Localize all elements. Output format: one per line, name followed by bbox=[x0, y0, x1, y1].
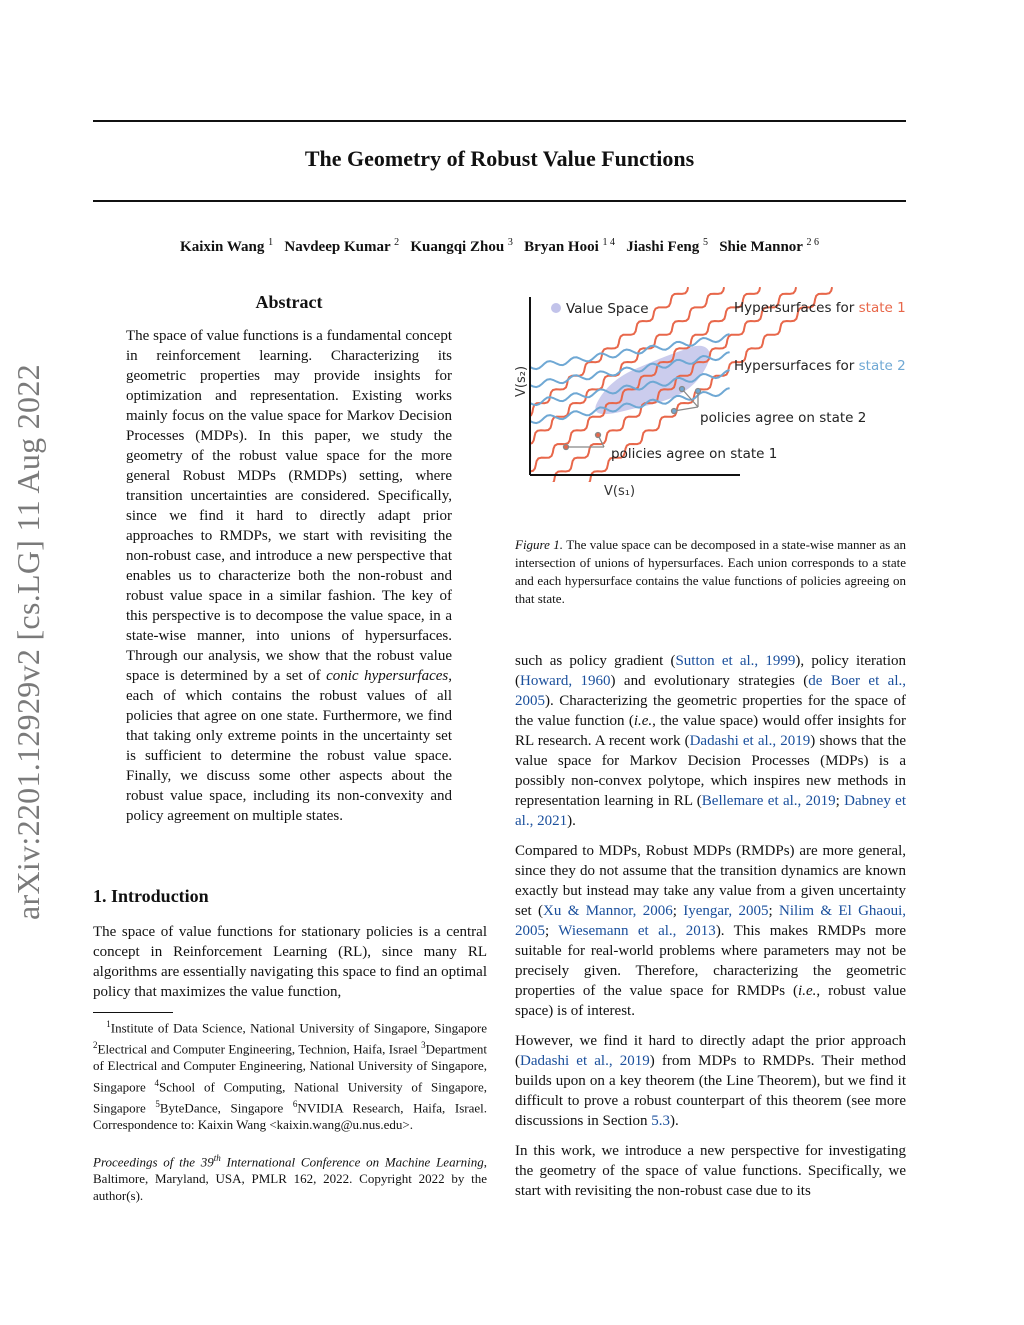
citation-link[interactable]: Bellemare et al., 2019 bbox=[701, 793, 836, 809]
emphasis: i.e. bbox=[633, 713, 653, 729]
proceedings-ordinal: th bbox=[213, 1153, 221, 1163]
citation-link[interactable]: Howard, 1960 bbox=[520, 673, 611, 689]
author-name: Jiashi Feng bbox=[626, 239, 700, 255]
agree-state2-label: policies agree on state 2 bbox=[700, 410, 867, 426]
text: , the value space) would offer insights for RL research. A recent work ( bbox=[515, 713, 907, 749]
footnote-rule bbox=[93, 1012, 173, 1013]
citation-link[interactable]: Sutton et al., 1999 bbox=[675, 653, 796, 669]
text: ; bbox=[672, 903, 684, 919]
value-space-legend-marker bbox=[551, 303, 561, 313]
text: ). This makes RMDPs more suitable for real-world problems where parameters may not be precisely given. Therefore, characterizing the geometric properties of the value space for RMDPs ( bbox=[515, 923, 906, 999]
footnote-mark: 1 bbox=[106, 1019, 111, 1029]
citation-link[interactable]: Wiesemann et al., 2013 bbox=[558, 923, 716, 939]
author-name: Kuangqi Zhou bbox=[410, 239, 505, 255]
title-top-rule bbox=[93, 120, 906, 122]
author-name: Kaixin Wang bbox=[180, 239, 265, 255]
text: , robust value space) is of interest. bbox=[515, 983, 906, 1019]
footnote-text: Department of Electrical and Computer Engineering, National University of Singapore, Singapore bbox=[93, 1041, 487, 1095]
paragraph bbox=[515, 841, 906, 1021]
proceedings-note bbox=[93, 1150, 487, 1205]
citation-link[interactable]: Dadashi et al., 2019 bbox=[689, 733, 811, 749]
author-affiliation: 1 bbox=[268, 237, 274, 248]
text: ), policy iteration ( bbox=[515, 653, 906, 689]
paragraph bbox=[515, 651, 906, 831]
state2-label bbox=[734, 358, 906, 374]
x-axis-label: V(s₁) bbox=[604, 484, 636, 499]
footnote-text: ByteDance, Singapore bbox=[159, 1100, 293, 1116]
abstract-text: , each of which contains the robust values of all policies that agree on one state. Furthermore, we find that taking only extreme points in the uncertainty set is sufficient to determine the robust value space. Finally, we discuss some other aspects about the robust value space, including its non-convexity and policy agreement on multiple states. bbox=[126, 668, 452, 824]
text: ). bbox=[670, 1113, 679, 1129]
text: ) from MDPs to RMDPs. Their method builds upon on a key theorem (the Line Theorem), but we find it difficult to prove a robust counterpart of this theorem (see more discussions in Section bbox=[515, 1053, 906, 1129]
abstract-text: The space of value functions is a fundamental concept in reinforcement learning. Characterizing its geometric properties may provide insights for optimization and representation. Existing works mainly focus on the value space for Markov Decision Processes (MDPs). In this paper, we study the geometry of the robust value space for the more general Robust MDPs (RMDPs) setting, where transition uncertainties are considered. Specifically, since we find it hard to directly adapt prior approaches to RMDPs, we start with revisiting the non-robust case, and introduce a new perspective that enables us to characterize both the non-robust and robust value space in a similar fashion. The key of this perspective is to decompose the value space, in a state-wise manner, into unions of hypersurfaces. Through our analysis, we show that the robust value space is determined by a set of bbox=[126, 328, 452, 684]
text: ; bbox=[835, 793, 845, 809]
state1-label bbox=[734, 300, 906, 316]
section-link[interactable]: 5.3 bbox=[651, 1113, 671, 1129]
citation-link[interactable]: Iyengar, 2005 bbox=[683, 903, 769, 919]
text: ; bbox=[545, 923, 559, 939]
author-name: Shie Mannor bbox=[719, 239, 803, 255]
text: ) shows that the value space for Markov Decision Processes (MDPs) is a possibly non-convex polytope, which inspires new methods in representation learning in RL ( bbox=[515, 733, 906, 809]
caption-label: Figure 1. bbox=[515, 537, 564, 552]
author-affiliation: 2 6 bbox=[806, 237, 819, 248]
citation-link[interactable]: Dabney et al., 2021 bbox=[515, 793, 906, 829]
abstract-emphasis: conic hypersurfaces bbox=[326, 668, 449, 684]
paper-title: The Geometry of Robust Value Functions bbox=[304, 146, 695, 171]
emphasis: i.e. bbox=[798, 983, 817, 999]
abstract-heading: Abstract bbox=[255, 292, 323, 312]
state1-label-state: state 1 bbox=[858, 300, 906, 316]
footnote-mark: 2 bbox=[93, 1040, 98, 1051]
author-list bbox=[93, 237, 906, 256]
author-affiliation: 1 4 bbox=[602, 237, 616, 248]
agreement-point bbox=[680, 387, 685, 392]
abstract-body bbox=[126, 326, 452, 826]
citation-link[interactable]: Xu & Mannor, 2006 bbox=[543, 903, 673, 919]
proceedings-venue: International Conference on Machine Learning bbox=[220, 1154, 484, 1170]
text: ). Characterizing the geometric properties for the space of the value function ( bbox=[515, 693, 906, 729]
footnote-mark: 4 bbox=[154, 1078, 160, 1089]
text: ; bbox=[768, 903, 780, 919]
text: ) and evolutionary strategies ( bbox=[610, 673, 809, 689]
agree-state1-label: policies agree on state 1 bbox=[611, 446, 778, 462]
citation-link[interactable]: de Boer et al., 2005 bbox=[515, 673, 907, 709]
proceedings-venue: Proceedings of the 39 bbox=[93, 1154, 214, 1170]
author-affiliation: 2 bbox=[394, 237, 400, 248]
footnote-mark: 6 bbox=[292, 1099, 298, 1110]
citation-link[interactable]: Dadashi et al., 2019 bbox=[520, 1053, 650, 1069]
text: However, we find it hard to directly adapt the prior approach ( bbox=[515, 1033, 906, 1069]
state2-label-prefix: Hypersurfaces for bbox=[734, 358, 859, 374]
footnote-text: NVIDIA Research, Haifa, Israel. Correspondence to: Kaixin Wang <kaixin.wang@u.nus.edu>. bbox=[93, 1100, 487, 1133]
text: Compared to MDPs, Robust MDPs (RMDPs) are more general, since they do not assume that the transition dynamics are known exactly but instead may take any value from a given uncertainty set ( bbox=[515, 843, 906, 919]
value-space-legend: Value Space bbox=[566, 301, 649, 317]
figure-caption bbox=[515, 536, 906, 608]
title-bottom-rule bbox=[93, 200, 906, 202]
author-name: Navdeep Kumar bbox=[284, 239, 391, 255]
state1-label-prefix: Hypersurfaces for bbox=[734, 300, 859, 316]
author-affiliation: 3 bbox=[507, 237, 513, 248]
y-axis-label: V(s₂) bbox=[514, 365, 529, 397]
caption-text: The value space can be decomposed in a state-wise manner as an intersection of unions of hypersurfaces. Each union corresponds to a state and each hypersurface contains the value functions of policies agreeing on that state. bbox=[515, 537, 906, 606]
arxiv-identifier: arXiv:2201.12929v2 [cs.LG] 11 Aug 2022 bbox=[10, 364, 46, 920]
paragraph: In this work, we introduce a new perspective for investigating the geometry of the space of value functions. Specifically, we start with revisiting the non-robust case due to its bbox=[515, 1143, 906, 1199]
citation-link[interactable]: Nilim & El Ghaoui, 2005 bbox=[515, 903, 906, 939]
footnote-text: Institute of Data Science, National University of Singapore, Singapore bbox=[110, 1020, 488, 1036]
state2-label-state: state 2 bbox=[858, 358, 906, 374]
paragraph bbox=[515, 1031, 906, 1131]
section-heading: 1. Introduction bbox=[93, 886, 209, 906]
right-column bbox=[515, 651, 906, 1211]
footnote-text: School of Computing, National University of Singapore, Singapore bbox=[93, 1079, 487, 1116]
agreement-point bbox=[696, 389, 701, 394]
footnote-mark: 3 bbox=[421, 1040, 426, 1051]
proceedings-details: , Baltimore, Maryland, USA, PMLR 162, 2022. Copyright 2022 by the author(s). bbox=[93, 1154, 487, 1203]
agreement-point bbox=[596, 433, 601, 438]
footnote-text: Electrical and Computer Engineering, Technion, Haifa, Israel bbox=[97, 1041, 422, 1057]
text: ). bbox=[567, 813, 576, 829]
author-name: Bryan Hooi bbox=[524, 239, 599, 255]
footnote-mark: 5 bbox=[155, 1099, 160, 1110]
author-affiliation: 5 bbox=[702, 237, 708, 248]
agreement-point bbox=[672, 409, 677, 414]
intro-paragraph: The space of value functions for stationary policies is a central concept in Reinforcement Learning (RL), since many RL algorithms are essentially navigating this space to find an optimal policy that maximizes the value function, bbox=[93, 924, 487, 1000]
text: such as policy gradient ( bbox=[515, 653, 676, 669]
agreement-point bbox=[564, 445, 569, 450]
figure-1-diagram bbox=[508, 287, 908, 507]
affiliation-footnotes bbox=[93, 1016, 487, 1134]
